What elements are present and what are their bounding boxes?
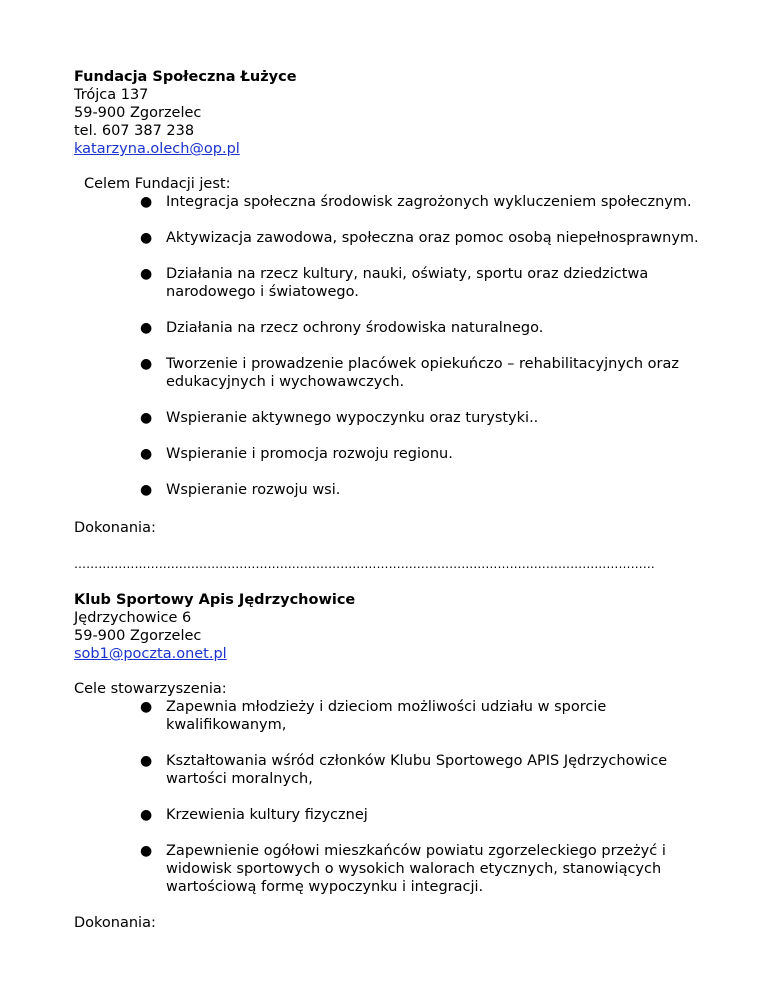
bullet-icon: ● [140,194,153,210]
bullet-icon: ● [140,410,153,426]
document-page [74,68,714,932]
org1-goals-list [74,193,714,499]
list-item [74,193,714,211]
org2-goals-list [74,698,714,896]
org1-street: Trójca 137 [74,87,149,103]
bullet-icon: ● [140,843,153,859]
list-item [74,445,714,463]
org2-goal-text: Zapewnienie ogółowi mieszkańców powiatu zgorzeleckiego przeżyć i widowisk sportowych o wysokich walorach etycznych, stanowiących wartościową formę wypoczynku i integracji. [166,843,666,895]
bullet-icon: ● [140,446,153,462]
org1-goal-text: Wspieranie rozwoju wsi. [166,482,341,498]
list-item [74,355,714,391]
list-item [74,229,714,247]
org2-goals-intro: Cele stowarzyszenia: [74,681,227,697]
org2-goal-text: Zapewnia młodzieży i dzieciom możliwości udziału w sporcie kwalifikowanym, [166,699,607,733]
org2-section [74,591,714,932]
org2-name: Klub Sportowy Apis Jędrzychowice [74,592,356,608]
bullet-icon: ● [140,356,153,372]
list-item [74,752,714,788]
org1-email-link[interactable]: katarzyna.olech@op.pl [74,141,240,157]
org1-goal-text: Integracja społeczna środowisk zagrożonych wykluczeniem społecznym. [166,194,692,210]
list-item [74,481,714,499]
org2-city: 59-900 Zgorzelec [74,628,202,644]
list-item [74,319,714,337]
org1-goal-text: Działania na rzecz ochrony środowiska naturalnego. [166,320,544,336]
org1-goal-text: Aktywizacja zawodowa, społeczna oraz pomoc osobą niepełnosprawnym. [166,230,699,246]
bullet-icon: ● [140,482,153,498]
bullet-icon: ● [140,753,153,769]
org2-email-link[interactable]: sob1@poczta.onet.pl [74,646,227,662]
org1-section [74,68,714,573]
org1-goal-text: Tworzenie i prowadzenie placówek opiekuńczo – rehabilitacyjnych oraz edukacyjnych i wychowawczych. [166,356,679,390]
dotted-separator: ……………………………………………………………………………………………………………………………… [74,557,655,571]
org1-goal-text: Wspieranie i promocja rozwoju regionu. [166,446,453,462]
bullet-icon: ● [140,230,153,246]
list-item [74,265,714,301]
org1-goal-text: Działania na rzecz kultury, nauki, oświaty, sportu oraz dziedzictwa narodowego i światowego. [166,266,649,300]
org2-achievements-label: Dokonania: [74,915,156,931]
list-item [74,409,714,427]
org1-goals-intro: Celem Fundacji jest: [84,176,231,192]
bullet-icon: ● [140,320,153,336]
org2-street: Jędrzychowice 6 [74,610,192,626]
org1-goal-text: Wspieranie aktywnego wypoczynku oraz turystyki.. [166,410,539,426]
list-item [74,698,714,734]
bullet-icon: ● [140,807,153,823]
org1-city: 59-900 Zgorzelec [74,105,202,121]
list-item [74,806,714,824]
org1-phone: tel. 607 387 238 [74,123,195,139]
bullet-icon: ● [140,266,153,282]
list-item [74,842,714,896]
org2-goal-text: Krzewienia kultury fizycznej [166,807,368,823]
org2-goal-text: Kształtowania wśród członków Klubu Sportowego APIS Jędrzychowice wartości moralnych, [166,753,668,787]
bullet-icon: ● [140,699,153,715]
org1-achievements-label: Dokonania: [74,520,156,536]
org1-name: Fundacja Społeczna Łużyce [74,69,297,85]
